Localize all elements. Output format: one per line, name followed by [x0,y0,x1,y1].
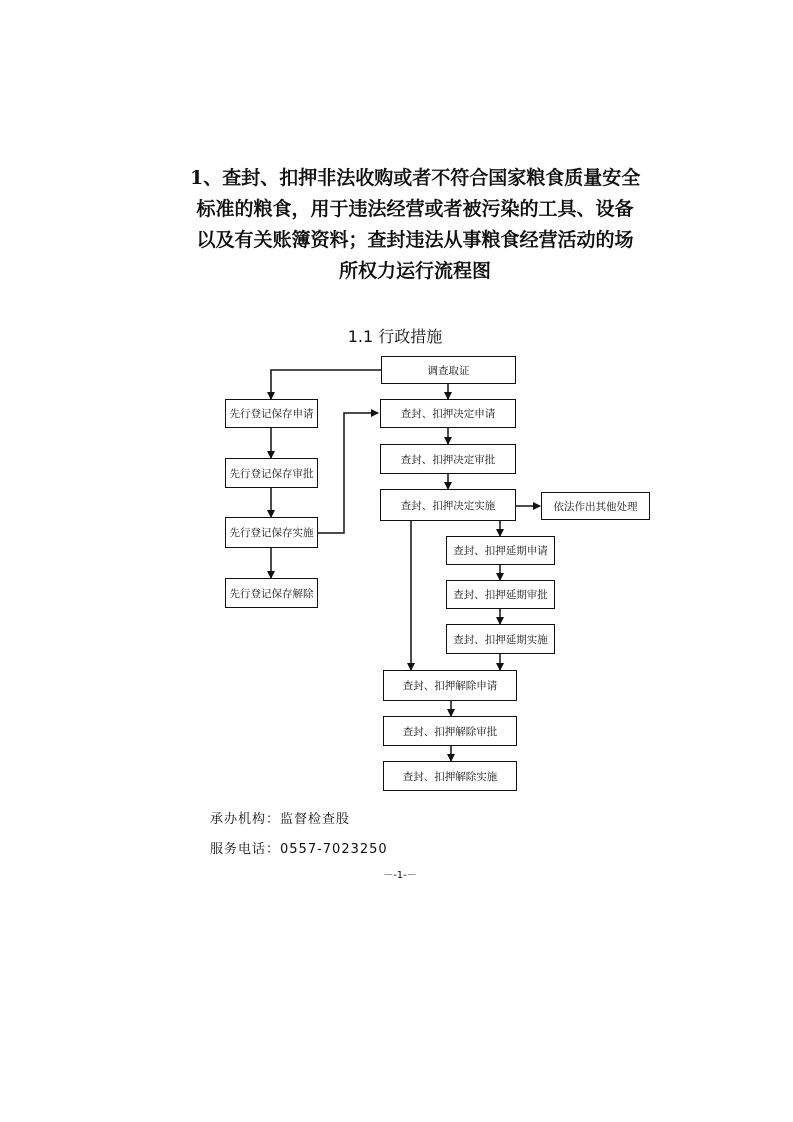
release-apply-box: 查封、扣押解除申请 [383,670,517,701]
preserve-implement-box: 先行登记保存实施 [225,517,318,548]
organization-info: 承办机构：监督检查股 [210,812,351,827]
arrow-investigate-to-preserve-apply [271,370,381,399]
preserve-approve-box: 先行登记保存审批 [225,458,318,488]
title-line-1: 1、查封、扣押非法收购或者不符合国家粮食质量安全 [190,167,641,189]
extend-approve-box: 查封、扣押延期审批 [446,580,555,609]
extend-apply-box: 查封、扣押延期申请 [446,536,555,565]
release-implement-box: 查封、扣押解除实施 [383,761,517,791]
preserve-release-box: 先行登记保存解除 [225,578,318,608]
seal-implement-box: 查封、扣押决定实施 [380,489,516,521]
seal-apply-box: 查封、扣押决定申请 [380,399,516,428]
title-line-2: 标准的粮食，用于违法经营或者被污染的工具、设备 [196,198,634,220]
release-approve-box: 查封、扣押解除审批 [383,716,517,746]
title-line-4: 所权力运行流程图 [338,260,491,282]
arrow-preserve-to-seal-apply [318,413,378,533]
title-line-3: 以及有关账簿资料；查封违法从事粮食经营活动的场 [196,229,634,251]
other-handling-box: 依法作出其他处理 [541,492,650,520]
phone-info: 服务电话：0557-7023250 [210,842,388,857]
extend-implement-box: 查封、扣押延期实施 [446,624,555,654]
page-number: －-1-－ [383,870,417,881]
section-subtitle: 1.1 行政措施 [347,327,443,346]
investigate-box: 调查取证 [381,356,516,384]
preserve-apply-box: 先行登记保存申请 [225,399,318,428]
seal-approve-box: 查封、扣押决定审批 [380,444,516,474]
